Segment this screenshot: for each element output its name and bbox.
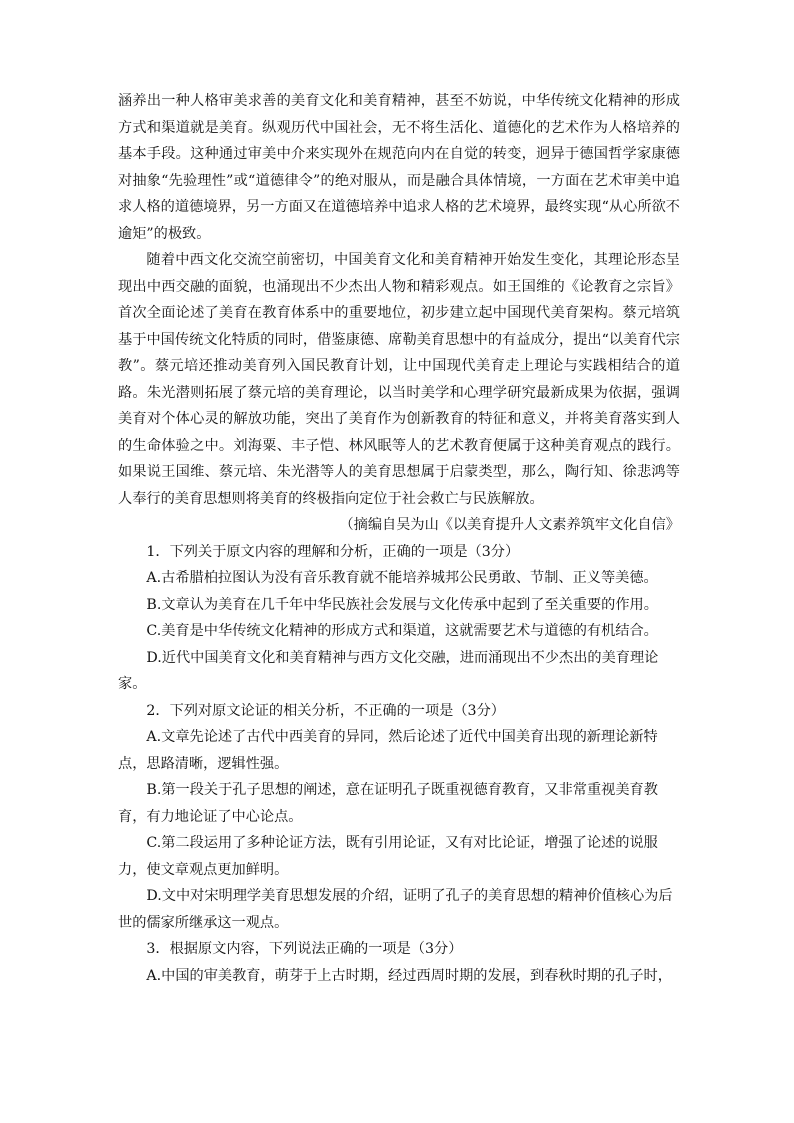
question-2 xyxy=(118,698,680,937)
document-page xyxy=(118,88,680,989)
question-stem: 2．下列对原文论证的相关分析，不正确的一项是（3分） xyxy=(146,702,505,719)
question-stem: 1．下列关于原文内容的理解和分析，正确的一项是（3分） xyxy=(146,543,520,560)
option-a: A.中国的审美教育，萌芽于上古时期，经过西周时期的发展，到春秋时期的孔子时， xyxy=(146,967,672,984)
option-b: B.文章认为美育在几千年中华民族社会发展与文化传承中起到了至关重要的作用。 xyxy=(146,596,658,613)
option-a: A.古希腊柏拉图认为没有音乐教育就不能培养城邦公民勇敢、节制、正义等美德。 xyxy=(146,570,658,586)
question-stem: 3．根据原文内容，下列说法正确的一项是（3分） xyxy=(146,941,463,957)
option-d: D.近代中国美育文化和美育精神与西方文化交融，进而涌现出不少杰出的美育理论家。 xyxy=(118,649,659,692)
question-1 xyxy=(118,539,680,698)
option-d: D.文中对宋明理学美育思想发展的介绍，证明了孔子的美育思想的精神价值核心为后世的儒家所继承这一观点。 xyxy=(118,888,673,931)
option-b: B.第一段关于孔子思想的阐述，意在证明孔子既重视德育教育，又非常重视美育教育，有力地论证了中心论点。 xyxy=(118,782,658,825)
option-a: A.文章先论述了古代中西美育的异同，然后论述了近代中国美育出现的新理论新特点，思路清晰，逻辑性强。 xyxy=(118,729,658,772)
source-citation: （摘编自吴为山《以美育提升人文素养筑牢文化自信》 xyxy=(339,517,680,533)
question-3 xyxy=(118,936,680,989)
paragraph-1: 涵养出一种人格审美求善的美育文化和美育精神，甚至不妨说，中华传统文化精神的形成方式和渠道就是美育。纵观历代中国社会，无不将生活化、道德化的艺术作为人格培养的基本手段。这种通过审美中介来实现外在规范向内在自觉的转变，迥异于德国哲学家康德对抽象“先验理性”或“道德律令”的绝对服从，而是融合具体情境，一方面在艺术审美中追求人格的道德境界，另一方面又在道德培养中追求人格的艺术境界，最终实现“从心所欲不逾矩”的极致。 xyxy=(118,93,680,242)
option-c: C.第二段运用了多种论证方法，既有引用论证，又有对比论证，增强了论述的说服力，使文章观点更加鲜明。 xyxy=(118,835,658,878)
paragraph-2: 随着中西文化交流空前密切，中国美育文化和美育精神开始发生变化，其理论形态呈现出中西交融的面貌，也涌现出不少杰出人物和精彩观点。如王国维的《论教育之宗旨》首次全面论述了美育在教育体系中的重要地位，初步建立起中国现代美育架构。蔡元培筑基于中国传统文化特质的同时，借鉴康德、席勒美育思想中的有益成分，提出“以美育代宗教”。蔡元培还推动美育列入国民教育计划，让中国现代美育走上理论与实践相结合的道路。朱光潜则拓展了蔡元培的美育理论，以当时美学和心理学研究最新成果为依据，强调美育对个体心灵的解放功能，突出了美育作为创新教育的特征和意义，并将美育落实到人的生命体验之中。刘海粟、丰子恺、林风眠等人的艺术教育便属于这种美育观点的践行。如果说王国维、蔡元培、朱光潜等人的美育思想属于启蒙类型，那么，陶行知、徐悲鸿等人奉行的美育思想则将美育的终极指向定位于社会救亡与民族解放。 xyxy=(118,252,680,507)
option-c: C.美育是中华传统文化精神的形成方式和渠道，这就需要艺术与道德的有机结合。 xyxy=(146,623,658,639)
